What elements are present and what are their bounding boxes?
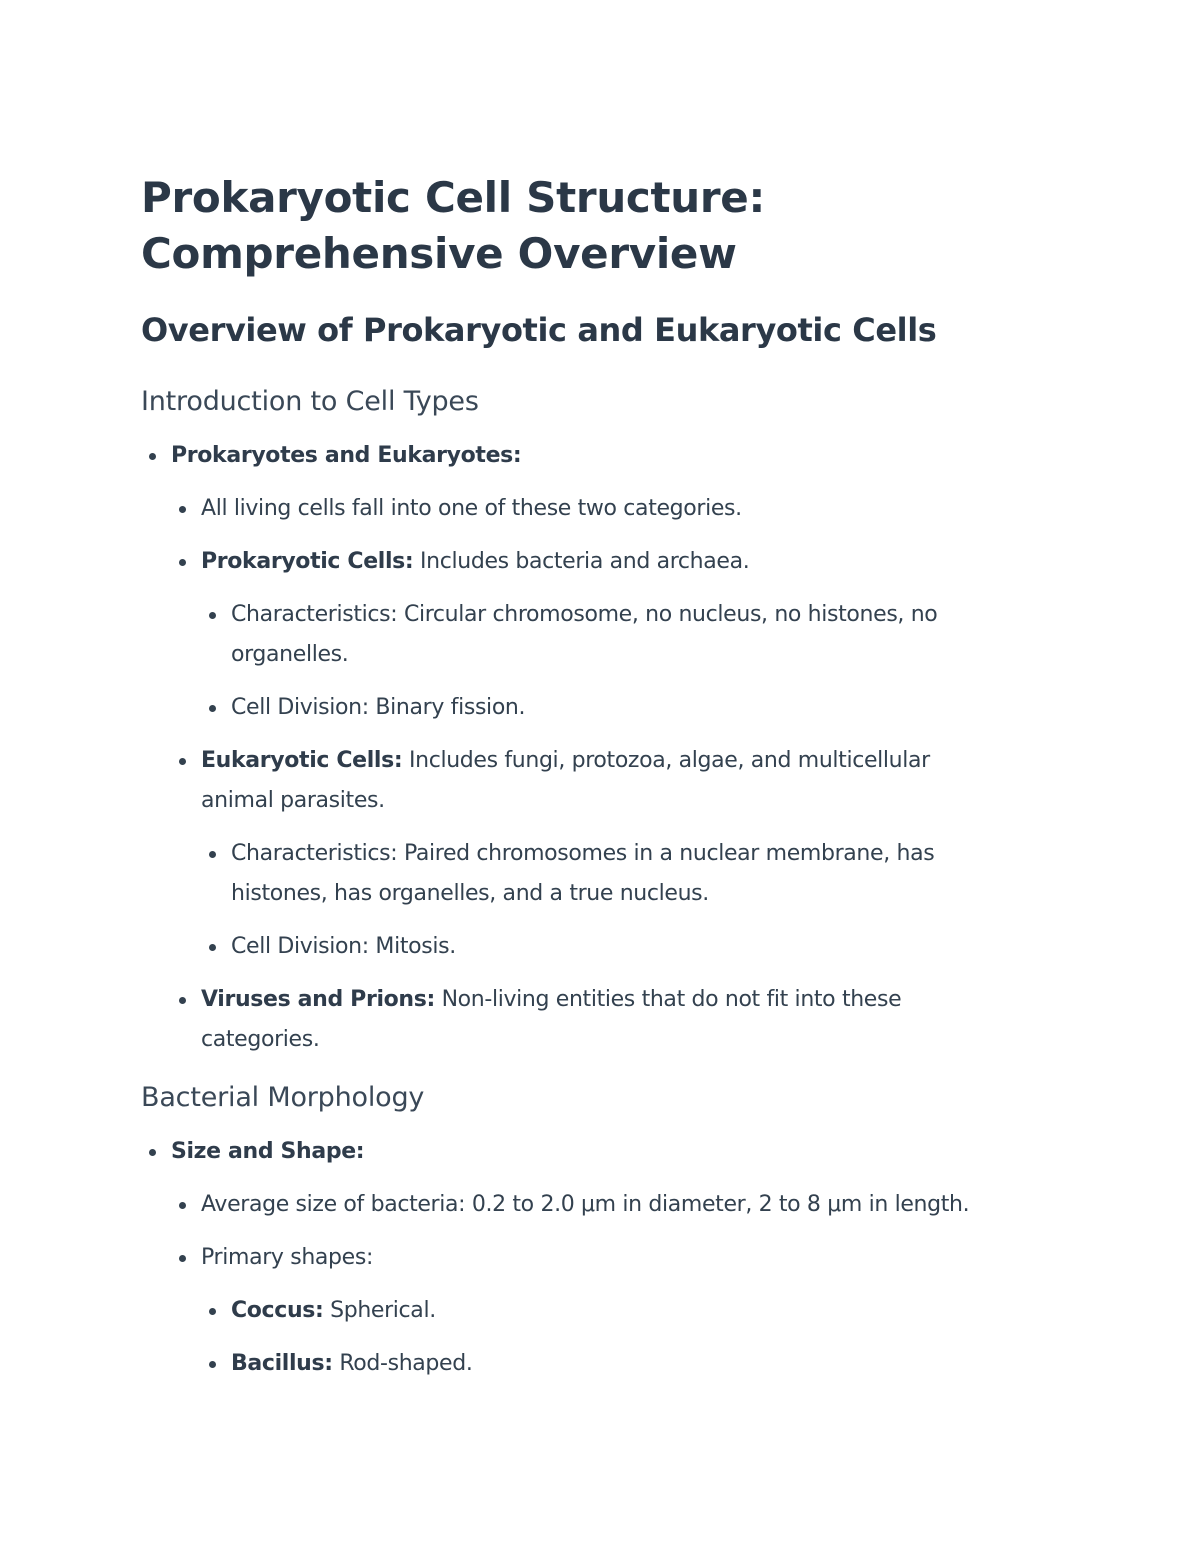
list-item-label: Eukaryotic Cells:: [201, 748, 403, 773]
bullet-icon: [209, 944, 216, 951]
list-item-text: Includes fungi, protozoa, algae, and multicellular: [402, 748, 930, 773]
list-item-coccus: [231, 1291, 1081, 1331]
list-item-text: All living cells fall into one of these two categories.: [201, 496, 742, 521]
list-item-text: Average size of bacteria: 0.2 to 2.0 μm in diameter, 2 to 8 μm in length.: [201, 1192, 970, 1217]
bullet-icon: [179, 506, 186, 513]
document-content: [141, 170, 1081, 1384]
list-item-prokaryotic-cells: [201, 542, 1081, 582]
bullet-icon: [179, 559, 186, 566]
list-item-eukaryotic-cells: [201, 741, 1081, 821]
bullet-icon: [179, 758, 186, 765]
intro-heading: Introduction to Cell Types: [141, 386, 479, 417]
list-item-text: Includes bacteria and archaea.: [413, 549, 750, 574]
list-item-prok-division: [231, 688, 1081, 728]
list-item-text: Cell Division: Mitosis.: [231, 934, 456, 959]
bullet-icon: [149, 1149, 156, 1156]
morphology-list: [141, 1132, 1081, 1384]
intro-list: [141, 436, 1081, 1060]
list-item-text: Characteristics: Paired chromosomes in a nuclear membrane, has: [231, 841, 935, 866]
list-item-text: Characteristics: Circular chromosome, no nucleus, no histones, no: [231, 602, 938, 627]
list-item-prok-characteristics: [231, 595, 1081, 675]
bullet-icon: [209, 612, 216, 619]
page-title-line-1: Prokaryotic Cell Structure:: [141, 173, 765, 222]
list-item-euk-characteristics: [231, 834, 1081, 914]
section-heading: Overview of Prokaryotic and Eukaryotic Cells: [141, 311, 937, 349]
list-item-euk-division: [231, 927, 1081, 967]
list-item-all-living: [201, 489, 1081, 529]
list-item-text: Primary shapes:: [201, 1245, 374, 1270]
bullet-icon: [179, 1202, 186, 1209]
morphology-heading: Bacterial Morphology: [141, 1082, 425, 1113]
list-item-label: Prokaryotes and Eukaryotes:: [171, 443, 522, 468]
bullet-icon: [209, 1308, 216, 1315]
list-item-label: Prokaryotic Cells:: [201, 549, 414, 574]
list-item-text: Spherical.: [323, 1298, 436, 1323]
list-item-label: Bacillus:: [231, 1351, 333, 1376]
list-item-text: Non-living entities that do not fit into these: [434, 987, 902, 1012]
list-item-label: Coccus:: [231, 1298, 324, 1323]
page-title-line-2: Comprehensive Overview: [141, 229, 737, 278]
bullet-icon: [179, 997, 186, 1004]
bullet-icon: [209, 705, 216, 712]
bullet-icon: [179, 1255, 186, 1262]
list-item-prok-euk: [171, 436, 1081, 476]
list-item-text: Cell Division: Binary fission.: [231, 695, 526, 720]
list-item-text: Rod-shaped.: [332, 1351, 473, 1376]
list-item-viruses-prions: [201, 980, 1081, 1060]
page-title: [141, 170, 1081, 282]
list-item-label: Size and Shape:: [171, 1139, 365, 1164]
list-item-text-cont: animal parasites.: [201, 788, 385, 813]
list-item-text-cont: histones, has organelles, and a true nucleus.: [231, 881, 709, 906]
list-item-text-cont: categories.: [201, 1027, 320, 1052]
list-item-label: Viruses and Prions:: [201, 987, 435, 1012]
bullet-icon: [209, 851, 216, 858]
list-item-text-cont: organelles.: [231, 642, 349, 667]
list-item-size-shape: [171, 1132, 1081, 1172]
bullet-icon: [209, 1361, 216, 1368]
list-item-primary-shapes: [201, 1238, 1081, 1278]
list-item-average-size: [201, 1185, 1081, 1225]
bullet-icon: [149, 453, 156, 460]
list-item-bacillus: [231, 1344, 1081, 1384]
